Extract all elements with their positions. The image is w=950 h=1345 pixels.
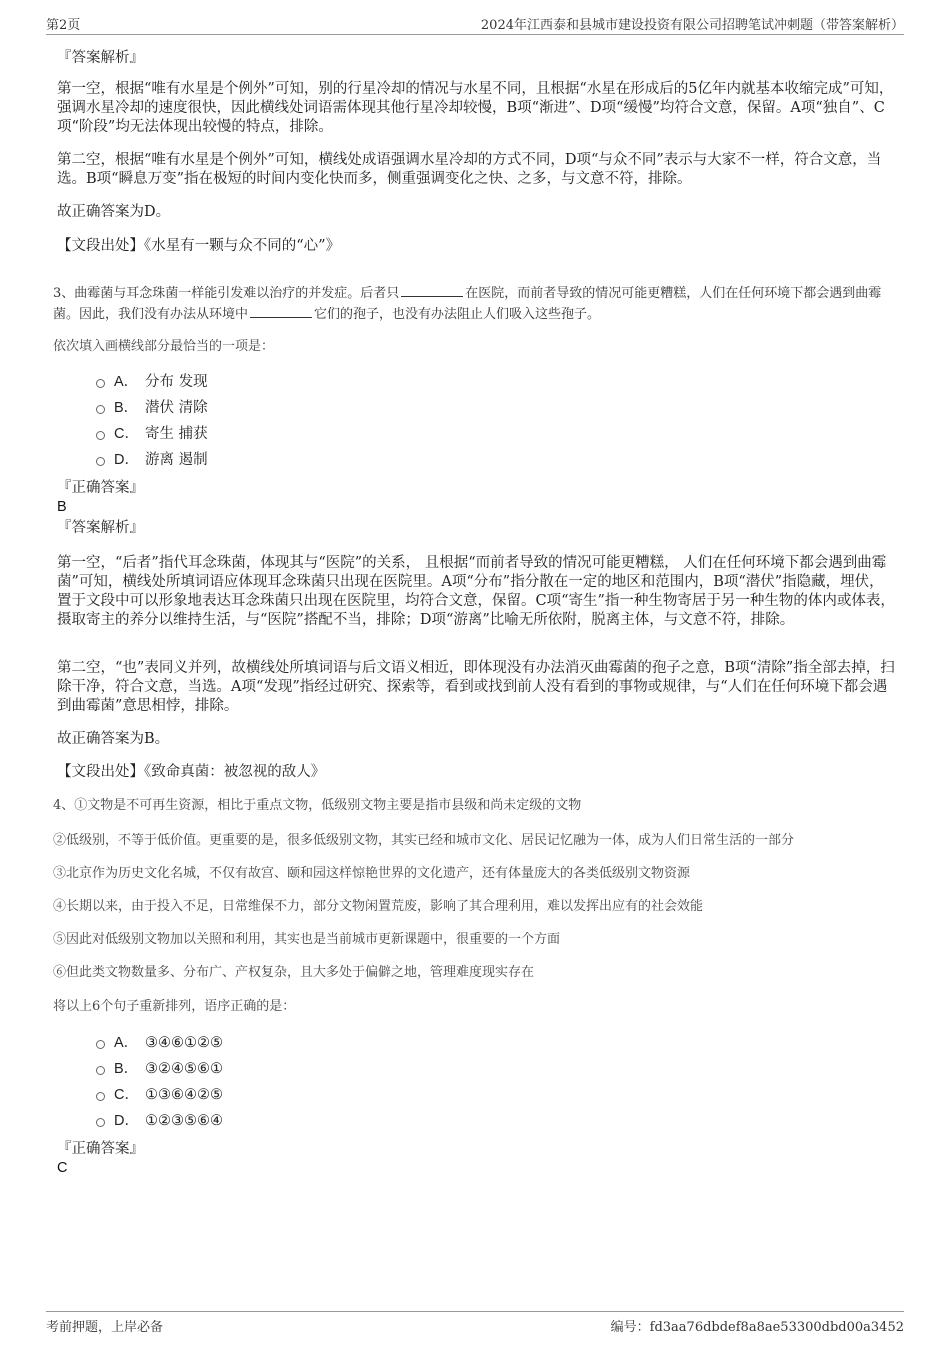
q3-stem-part-c: 它们的孢子，也没有办法阻止人们吸入这些孢子。	[314, 307, 601, 322]
q4-item: ⑥但此类文物数量多、分布广、产权复杂，且大多处于偏僻之地，管理难度现实存在	[53, 965, 535, 980]
q4-option-b[interactable]	[96, 1058, 223, 1080]
option-text: ①②③⑤⑥④	[145, 1113, 223, 1129]
page-number: 第2页	[46, 18, 81, 33]
q4-item: ④长期以来，由于投入不足，日常维保不力，部分文物闲置荒废，影响了其合理利用，难以发挥出应有的社会效能	[53, 899, 704, 914]
q3-blank-2	[250, 304, 312, 318]
radio-icon[interactable]	[96, 405, 105, 414]
radio-icon[interactable]	[96, 1066, 105, 1075]
radio-icon[interactable]	[96, 379, 105, 388]
radio-icon[interactable]	[96, 1040, 105, 1049]
option-letter: C．	[114, 1087, 139, 1103]
q3-conclusion: 故正确答案为B。	[57, 731, 170, 747]
q4-prompt: 将以上6个句子重新排列，语序正确的是：	[53, 999, 296, 1014]
q3-option-b[interactable]	[96, 397, 208, 419]
q4-answer: C	[57, 1160, 68, 1176]
option-letter: C．	[114, 426, 139, 442]
radio-icon[interactable]	[96, 1092, 105, 1101]
q4-answer-label: 『正确答案』	[57, 1141, 144, 1157]
q2-analysis-label: 『答案解析』	[57, 50, 144, 66]
option-text: 分布 发现	[145, 374, 208, 390]
q3-prompt: 依次填入画横线部分最恰当的一项是：	[53, 339, 275, 354]
radio-icon[interactable]	[96, 457, 105, 466]
q3-analysis-p1: 第一空，“后者”指代耳念珠菌，体现其与“医院”的关系， 且根据“而前者导致的情况可能更糟糕， 人们在任何环境下都会遇到曲霉菌”可知，横线处所填词语应体现耳念珠菌只出现在医院里。A项“分布”指分散在一定的地区和范围内，B项“潜伏”指隐藏，埋伏，置于文段中可以形象地表达耳念珠菌只出现在医院里，均符合文意，保留。C项“寄生”指一种生物寄居于另一种生物的体内或体表，摄取寄主的养分以维持生活，与“医院”搭配不当，排除；D项“游离”比喻无所依附，脱离主体，与文意不符，排除。	[57, 555, 895, 628]
q3-source: 【文段出处】《致命真菌：被忽视的敌人》	[57, 764, 326, 780]
option-text: 潜伏 清除	[145, 400, 208, 416]
radio-icon[interactable]	[96, 1118, 105, 1127]
q3-stem	[53, 283, 898, 325]
option-text: ①③⑥④②⑤	[145, 1087, 223, 1103]
option-letter: B．	[114, 400, 139, 416]
page-footer	[46, 1311, 904, 1336]
q4-item: ③北京作为历史文化名城，不仅有故宫、颐和园这样惊艳世界的文化遗产，还有体量庞大的各类低级别文物资源	[53, 866, 691, 881]
q2-analysis-p2: 第二空，根据“唯有水星是个例外”可知，横线处成语强调水星冷却的方式不同，D项“与众不同”表示与大家不一样，符合文意，当选。B项“瞬息万变”指在极短的时间内变化快而多，侧重强调变化之快、之多，与文意不符，排除。	[57, 152, 882, 187]
footer-slogan: 考前押题，上岸必备	[46, 1320, 164, 1335]
q4-item: ⑤因此对低级别文物加以关照和利用，其实也是当前城市更新课题中，很重要的一个方面	[53, 932, 561, 947]
option-text: ③④⑥①②⑤	[145, 1035, 223, 1051]
q3-analysis-p2: 第二空，“也”表同义并列，故横线处所填词语与后文语义相近，即体现没有办法消灭曲霉菌的孢子之意，B项“清除”指全部去掉，扫除干净，符合文意，当选。A项“发现”指经过研究、探索等，看到或找到前人没有看到的事物或规律，与“人们在任何环境下都会遇到曲霉菌”意思相悖，排除。	[57, 660, 895, 714]
q3-blank-1	[401, 283, 463, 297]
document-code: 编号：fd3aa76dbdef8a8ae53300dbd00a3452	[610, 1320, 904, 1335]
q4-item: 4、①文物是不可再生资源，相比于重点文物，低级别文物主要是指市县级和尚未定级的文物	[53, 798, 582, 813]
option-letter: B．	[114, 1061, 139, 1077]
option-letter: D．	[114, 452, 139, 468]
q2-analysis-p1: 第一空，根据“唯有水星是个例外”可知，别的行星冷却的情况与水星不同，且根据“水星在形成后的5亿年内就基本收缩完成”可知，强调水星冷却的速度很快，因此横线处词语需体现其他行星冷却较慢，B项“渐进”、D项“缓慢”均符合文意，保留。A项“独自”、C项“阶段”均无法体现出较慢的特点，排除。	[57, 81, 894, 135]
q3-option-c[interactable]	[96, 423, 208, 445]
q4-item: ②低级别，不等于低价值。更重要的是，很多低级别文物，其实已经和城市文化、居民记忆融为一体，成为人们日常生活的一部分	[53, 833, 795, 848]
option-text: ③②④⑤⑥①	[145, 1061, 223, 1077]
option-text: 游离 遏制	[145, 452, 208, 468]
q3-stem-part-b: 在医院，而前者导致的情况可能更糟糕，人们在任何环境下都会遇到曲霉菌。因此，我们没有办法从环境中	[53, 286, 882, 322]
document-title: 2024年江西泰和县城市建设投资有限公司招聘笔试冲刺题（带答案解析）	[480, 18, 904, 33]
q4-option-d[interactable]	[96, 1110, 223, 1132]
page-header	[46, 14, 904, 35]
option-letter: D．	[114, 1113, 139, 1129]
q4-option-a[interactable]	[96, 1032, 223, 1054]
q4-option-c[interactable]	[96, 1084, 223, 1106]
q2-source: 【文段出处】《水星有一颗与众不同的“心”》	[57, 238, 341, 254]
q3-option-a[interactable]	[96, 371, 208, 393]
q3-analysis-label: 『答案解析』	[57, 520, 144, 536]
radio-icon[interactable]	[96, 431, 105, 440]
option-letter: A．	[114, 374, 139, 390]
option-text: 寄生 捕获	[145, 426, 208, 442]
q3-stem-part-a: 3、曲霉菌与耳念珠菌一样能引发难以治疗的并发症。后者只	[53, 286, 400, 301]
option-letter: A．	[114, 1035, 139, 1051]
q3-answer-label: 『正确答案』	[57, 480, 144, 496]
q2-conclusion: 故正确答案为D。	[57, 204, 171, 220]
q3-answer: B	[57, 499, 67, 515]
q3-option-d[interactable]	[96, 449, 208, 471]
